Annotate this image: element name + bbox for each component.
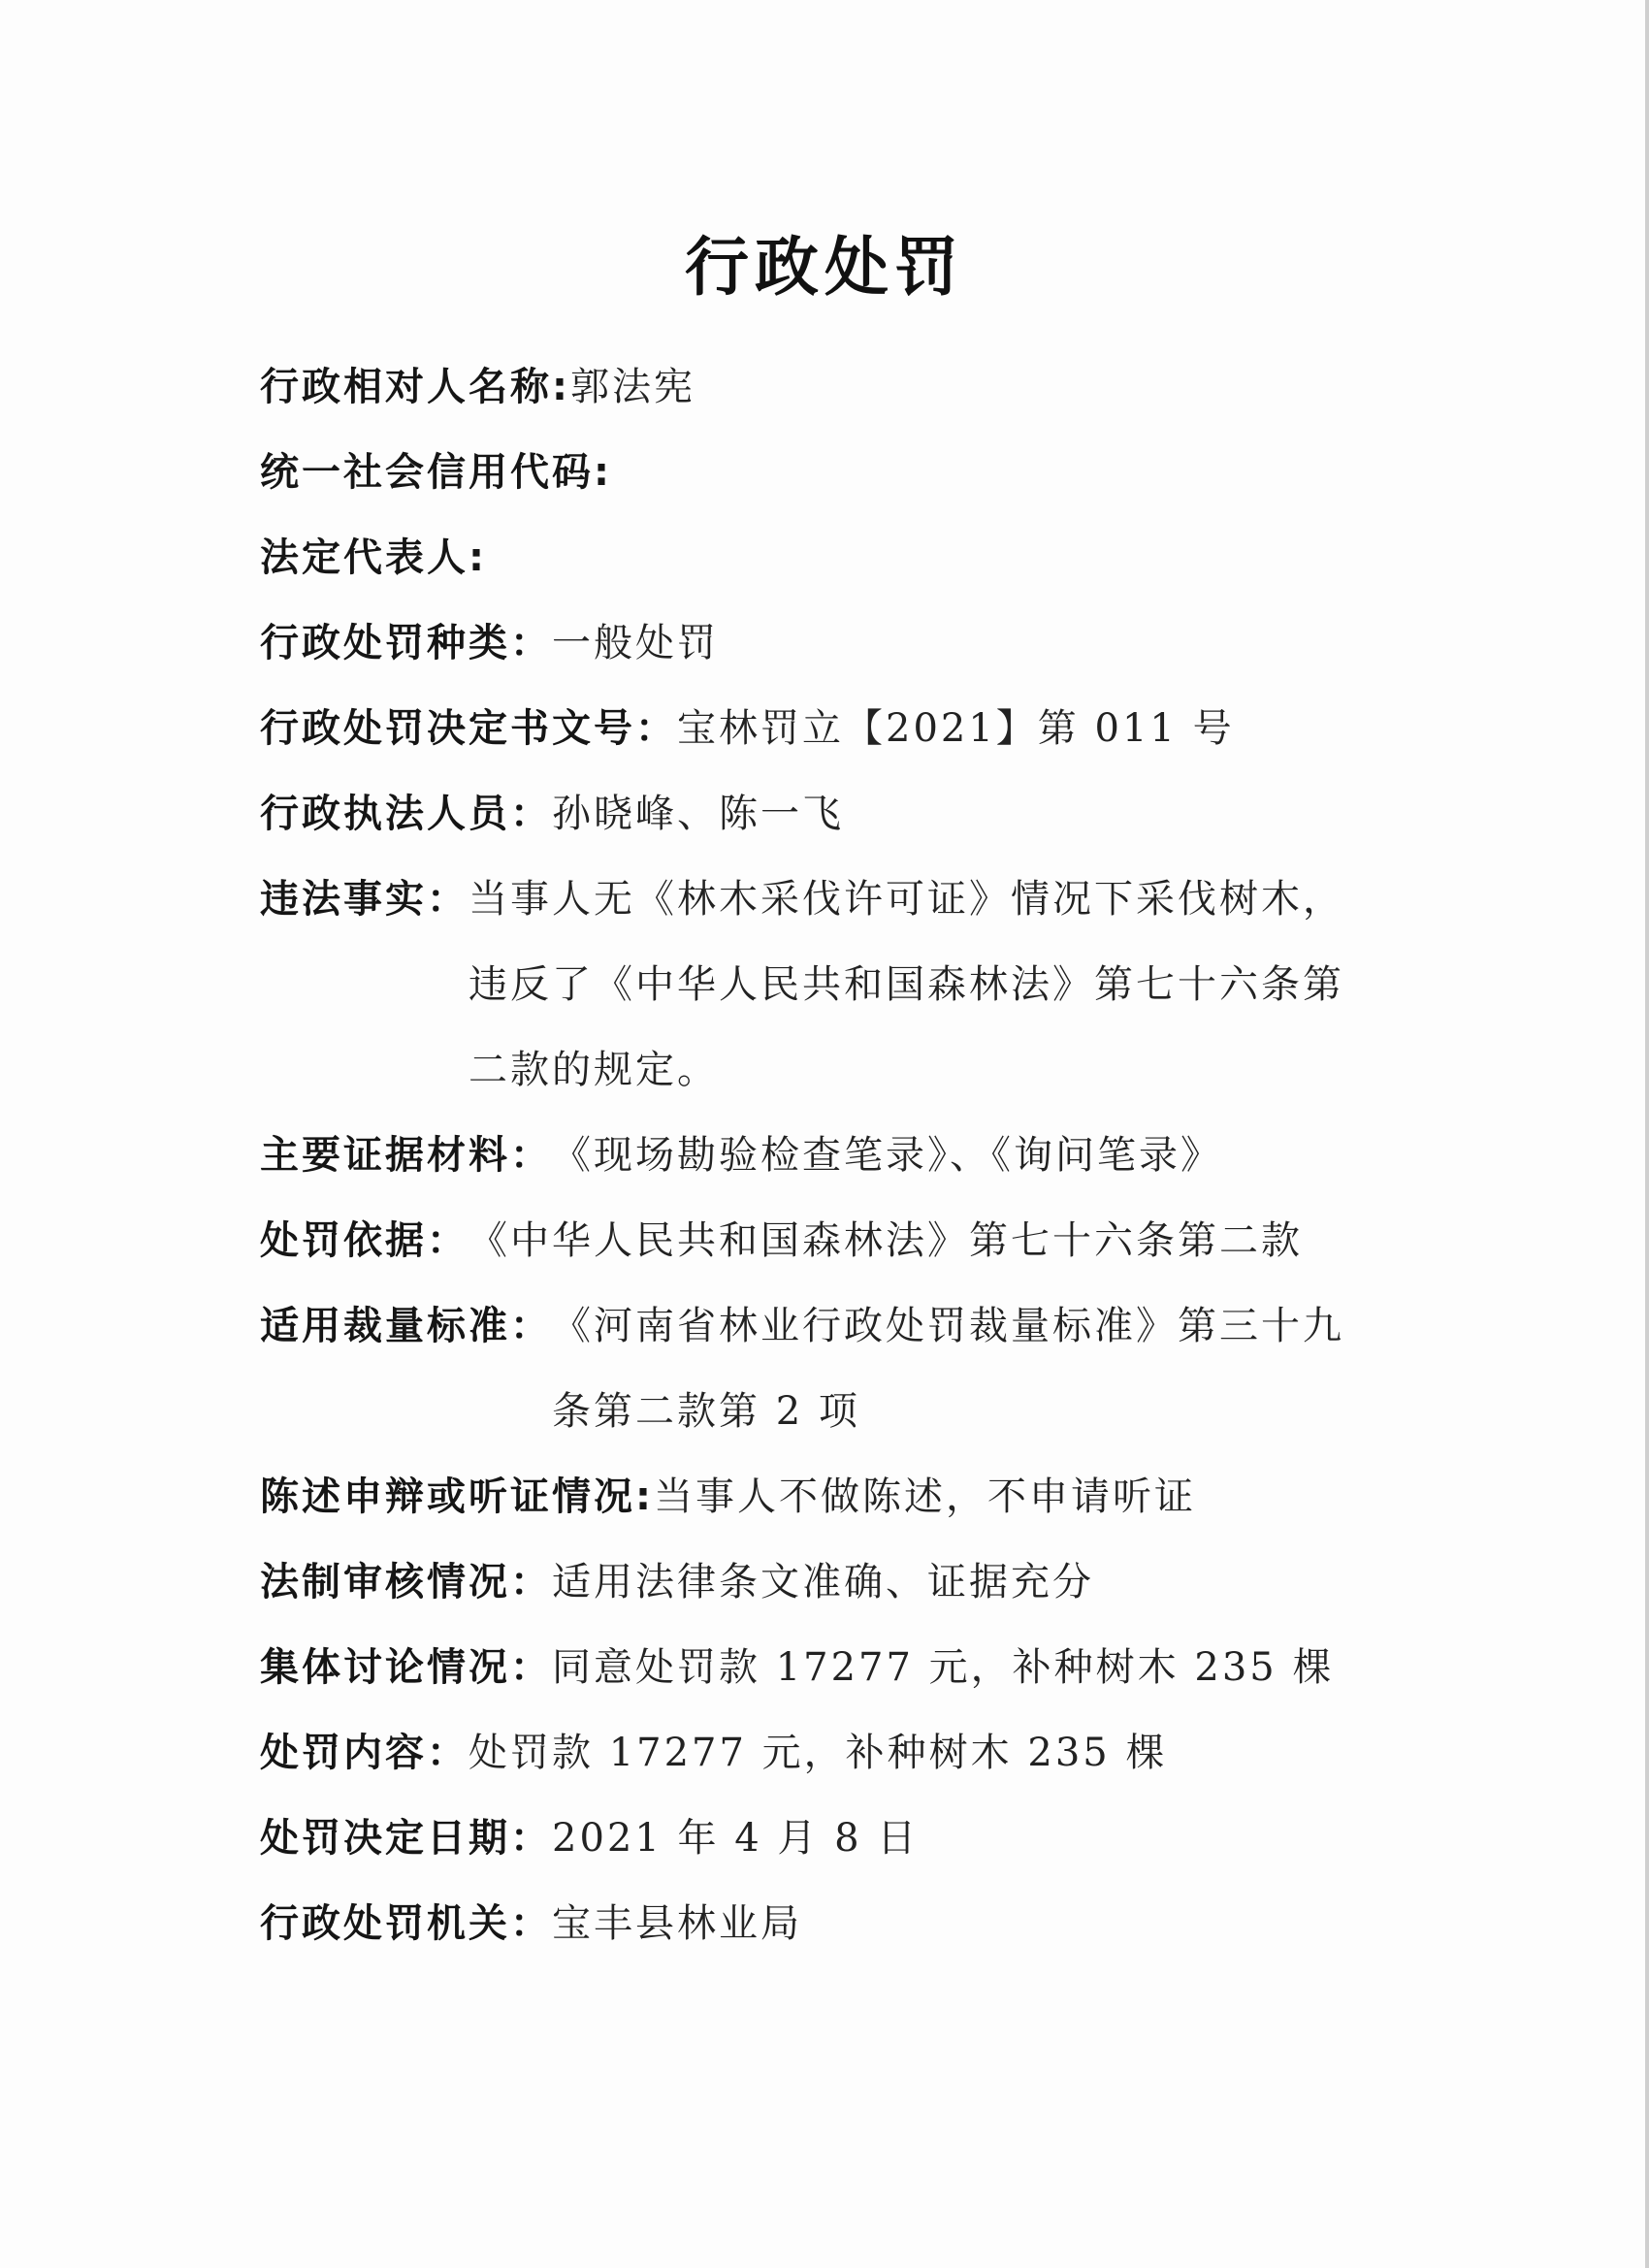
- field-value-line: 二款的规定。: [469, 1048, 719, 1092]
- field-label: 处罚内容：: [260, 1731, 469, 1775]
- field-legal-representative: [260, 515, 1405, 600]
- field-label: 行政处罚决定书文号：: [260, 706, 677, 751]
- field-value-line: 《中华人民共和国森林法》第七十六条第二款: [469, 1218, 1303, 1263]
- field-label: 行政处罚机关：: [260, 1901, 552, 1946]
- field-value: [552, 1539, 1405, 1625]
- field-group-discussion: [260, 1625, 1405, 1710]
- page-edge-shadow: [1645, 0, 1649, 2268]
- field-enforcement-officers: [260, 771, 1405, 857]
- field-value-line: 孙晓峰、陈一飞: [552, 792, 844, 836]
- field-credit-code: [260, 430, 1405, 515]
- field-value: [469, 857, 1405, 1113]
- field-value-line: 《河南省林业行政处罚裁量标准》第三十九: [552, 1304, 1344, 1348]
- field-violation-facts: [260, 857, 1405, 1113]
- field-value: [469, 1710, 1405, 1796]
- field-legal-review: [260, 1539, 1405, 1625]
- field-value-line: 《现场勘验检查笔录》、《询问笔录》: [552, 1133, 1222, 1178]
- field-penalty-content: [260, 1710, 1405, 1796]
- field-main-evidence: [260, 1113, 1405, 1198]
- field-label: 处罚决定日期：: [260, 1816, 552, 1861]
- field-label: 统一社会信用代码:: [260, 450, 612, 495]
- field-label: 行政执法人员：: [260, 792, 552, 836]
- field-value: [552, 1113, 1405, 1198]
- field-value-line: 宝丰县林业局: [552, 1901, 802, 1946]
- field-label: 处罚依据：: [260, 1218, 469, 1263]
- field-value: [570, 344, 1405, 430]
- field-value-line: 违反了《中华人民共和国森林法》第七十六条第: [469, 962, 1344, 1007]
- field-label: 主要证据材料：: [260, 1133, 552, 1178]
- field-value-line: 2021 年 4 月 8 日: [552, 1816, 920, 1861]
- field-value: [552, 1283, 1405, 1454]
- field-discretion-standard: [260, 1283, 1405, 1454]
- field-label: 陈述申辩或听证情况:: [260, 1474, 654, 1519]
- field-value: [552, 1796, 1405, 1881]
- field-value: [552, 1881, 1405, 1966]
- field-decision-number: [260, 686, 1405, 771]
- field-value: [552, 771, 1405, 857]
- field-decision-date: [260, 1796, 1405, 1881]
- field-label: 适用裁量标准：: [260, 1304, 552, 1348]
- field-value: [654, 1454, 1405, 1539]
- field-penalty-authority: [260, 1881, 1405, 1966]
- field-label: 违法事实：: [260, 877, 469, 922]
- field-value-line: 同意处罚款 17277 元，补种树木 235 棵: [552, 1645, 1335, 1690]
- field-label: 集体讨论情况：: [260, 1645, 552, 1690]
- field-value: [677, 686, 1405, 771]
- field-penalty-type: [260, 600, 1405, 686]
- field-value-line: 处罚款 17277 元，补种树木 235 棵: [469, 1731, 1168, 1775]
- field-value-line: 当事人无《林木采伐许可证》情况下采伐树木，: [469, 877, 1344, 922]
- field-value-line: 一般处罚: [552, 621, 719, 665]
- field-penalty-basis: [260, 1198, 1405, 1283]
- field-value-line: 郭法宪: [570, 365, 695, 409]
- field-label: 行政处罚种类：: [260, 621, 552, 665]
- field-value-line: 条第二款第 2 项: [552, 1389, 860, 1434]
- field-value: [552, 600, 1405, 686]
- field-value-line: 宝林罚立【2021】第 011 号: [677, 706, 1235, 751]
- document-title: 行政处罚: [685, 230, 964, 305]
- field-label: 法制审核情况：: [260, 1560, 552, 1604]
- field-value-line: 当事人不做陈述，不申请听证: [654, 1474, 1196, 1519]
- field-value: [469, 1198, 1405, 1283]
- field-label: 行政相对人名称:: [260, 365, 570, 409]
- field-value-line: 适用法律条文准确、证据充分: [552, 1560, 1094, 1604]
- field-party-name: [260, 344, 1405, 430]
- field-statement-hearing: [260, 1454, 1405, 1539]
- field-label: 法定代表人:: [260, 535, 487, 580]
- field-value: [552, 1625, 1405, 1710]
- field-list: [260, 344, 1405, 1966]
